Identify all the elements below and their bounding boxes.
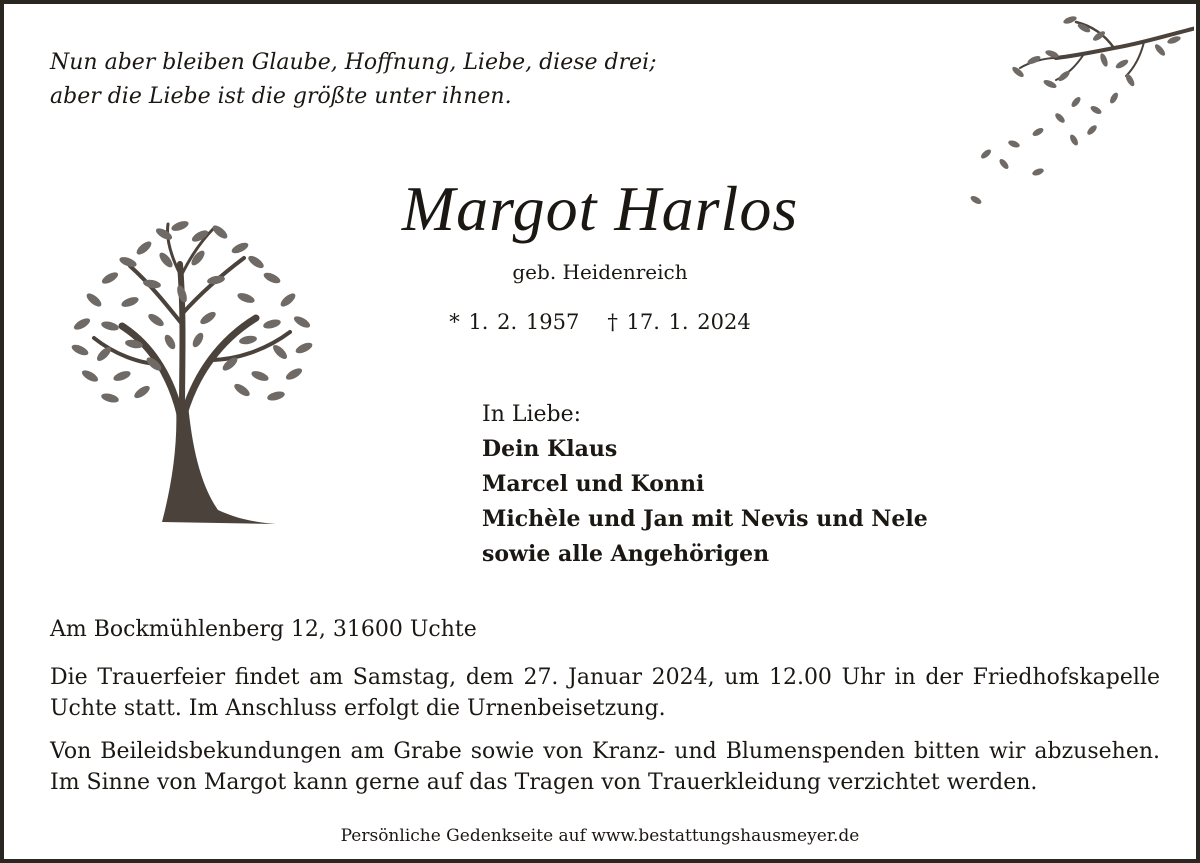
funeral-info-paragraph: Die Trauerfeier findet am Samstag, dem 27. Januar 2024, um 12.00 Uhr in der Friedhofskapelle Uchte statt. Im Anschluss erfolgt die Urnenbeisetzung.	[50, 665, 1160, 721]
tree-icon	[70, 214, 320, 534]
mourners-block	[482, 397, 928, 572]
condolence-info-paragraph: Von Beileidsbekundungen am Grabe sowie von Kranz- und Blumenspenden bitten wir abzusehen. Im Sinne von Margot kann gerne auf das Tragen von Trauerkleidung verzichtet werden.	[50, 739, 1160, 795]
address: Am Bockmühlenberg 12, 31600 Uchte	[50, 617, 477, 642]
mourner-name: Dein Klaus	[482, 436, 618, 462]
mourner-name: sowie alle Angehörigen	[482, 541, 770, 567]
deceased-name: Margot Harlos	[401, 173, 799, 244]
quote-line-2: aber die Liebe ist die größte unter ihnen.	[50, 84, 512, 109]
birth-date: * 1. 2. 1957	[449, 310, 580, 334]
mourner-name: Marcel und Konni	[482, 471, 705, 497]
quote-line-1: Nun aber bleiben Glaube, Hoffnung, Liebe, diese drei;	[50, 50, 657, 75]
mourner-name: Michèle und Jan mit Nevis und Nele	[482, 506, 928, 532]
maiden-name: geb. Heidenreich	[512, 260, 688, 284]
mourners-intro: In Liebe:	[482, 402, 582, 427]
bible-quote	[50, 46, 657, 114]
memorial-page-footer: Persönliche Gedenkseite auf www.bestattungshausmeyer.de	[340, 826, 860, 846]
death-date: † 17. 1. 2024	[607, 310, 751, 334]
